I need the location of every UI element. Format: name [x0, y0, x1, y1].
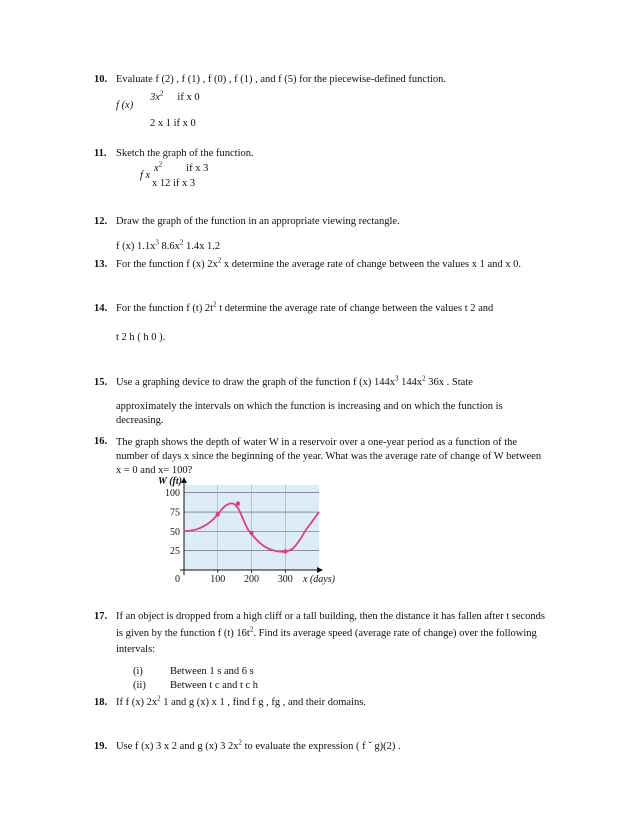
q18-pre: If f (x) 2x	[116, 697, 158, 708]
q14-post: t determine the average rate of change between the values t 2 and	[216, 303, 494, 314]
q10-fx-label: f (x)	[116, 100, 134, 111]
question-14-number: 14.	[94, 303, 108, 314]
y-tick-label-25: 25	[170, 546, 180, 558]
q11-case1-expr: x	[154, 163, 159, 174]
q17-line2-post: . Find its average speed (average rate of change) over the following	[253, 628, 537, 639]
q19-exp: 2	[238, 738, 242, 747]
q10-case1-expr: 3x	[150, 92, 160, 103]
question-15-number: 15.	[94, 377, 108, 388]
question-12-number: 12.	[94, 216, 108, 227]
question-10-number: 10.	[94, 74, 108, 85]
q18-exp: 2	[157, 694, 161, 703]
question-10-text: Evaluate f (2) , f (1) , f (0) , f (1) , and f (5) for the piecewise-defined function.	[116, 74, 447, 85]
q13-exp: 2	[217, 256, 222, 265]
q11-fx-label: f x	[140, 170, 151, 181]
x-axis-label: x (days)	[303, 574, 335, 585]
x-tick-label-200: 200	[244, 574, 259, 585]
x-tick-label-300: 300	[277, 574, 293, 585]
q12-exp2: 2	[179, 238, 184, 247]
q18-post: 1 and g (x) x 1 , find f g , fg , and their domains.	[160, 697, 366, 708]
q15-post: 36x . State	[425, 377, 473, 388]
question-15-continuation: approximately the intervals on which the function is increasing and on which the function is decreasing.	[116, 401, 503, 426]
question-19-number: 19.	[94, 741, 108, 752]
q19-post: to evaluate the expression ( f ˇ g)(2) .	[241, 741, 401, 752]
y-tick-label-100: 100	[165, 488, 180, 500]
y-tick-label-75: 75	[170, 507, 180, 519]
q12-formula-start: f (x) 1.1x	[116, 241, 156, 252]
question-17-line1: If an object is dropped from a high cliff or a tall building, then the distance it has fallen after t seconds	[116, 611, 546, 622]
q15-exp1: 3	[395, 374, 399, 383]
q12-formula-mid: 8.6x	[158, 241, 180, 252]
question-18-text	[116, 694, 366, 708]
chart-point-2	[249, 531, 253, 535]
x-axis-arrow	[317, 567, 323, 573]
q14-exp: 2	[213, 300, 217, 309]
q17-item-i-text: Between 1 s and 6 s	[170, 666, 254, 677]
question-11-case2: x 12 if x 3	[152, 178, 196, 189]
chart-point-1	[236, 501, 240, 505]
q17-item-ii-label: (ii)	[133, 680, 146, 691]
question-16-text: The graph shows the depth of water W in a reservoir over a one-year period as a function of the number of days x since the beginning of the year. What was the average rate of change of W between x = 0 and x= 100?	[116, 437, 542, 476]
question-17-line2	[116, 625, 537, 639]
question-14-line2: t 2 h ( h 0 ).	[116, 332, 166, 343]
q19-pre: Use f (x) 3 x 2 and g (x) 3 2x	[116, 741, 239, 752]
question-13-number: 13.	[94, 259, 108, 270]
y-tick-label-50: 50	[170, 526, 180, 538]
question-10-case2: 2 x 1 if x 0	[150, 118, 196, 129]
question-19-text	[116, 738, 401, 752]
question-11-text: Sketch the graph of the function.	[116, 148, 254, 159]
q17-line2-exp: 2	[249, 625, 254, 634]
q15-pre: Use a graphing device to draw the graph of the function f (x) 144x	[116, 377, 396, 388]
q11-case1-exp: 2	[158, 160, 163, 169]
question-18-number: 18.	[94, 697, 108, 708]
question-11-number: 11.	[94, 148, 107, 159]
question-16-number: 16.	[94, 436, 108, 447]
chart-point-3	[283, 549, 287, 553]
q12-exp1: 3	[155, 238, 159, 247]
q17-line2-pre: is given by the function f (t) 16t	[116, 628, 250, 639]
q13-post: x determine the average rate of change between the values x 1 and x 0.	[221, 259, 521, 270]
y-axis-label: W (ft)	[158, 476, 182, 487]
q15-exp2: 2	[422, 374, 426, 383]
question-12-text: Draw the graph of the function in an appropriate viewing rectangle.	[116, 216, 400, 227]
chart-point-0	[216, 512, 220, 516]
question-17-line3: intervals:	[116, 644, 156, 655]
q14-pre: For the function f (t) 2t	[116, 303, 214, 314]
q17-item-i-label: (i)	[133, 666, 143, 677]
x-tick-label-100: 100	[210, 574, 226, 585]
q12-formula-end: 1.4x 1.2	[183, 241, 221, 252]
q15-mid: 144x	[398, 377, 423, 388]
q11-case1-cond: if x 3	[186, 163, 209, 174]
q10-case1-cond: if x 0	[177, 92, 200, 103]
q10-case1-exp: 2	[159, 89, 164, 98]
question-17-number: 17.	[94, 611, 108, 622]
q17-item-ii-text: Between t c and t c h	[170, 680, 259, 691]
q13-pre: For the function f (x) 2x	[116, 259, 218, 270]
x-tick-label-0: 0	[175, 574, 180, 585]
